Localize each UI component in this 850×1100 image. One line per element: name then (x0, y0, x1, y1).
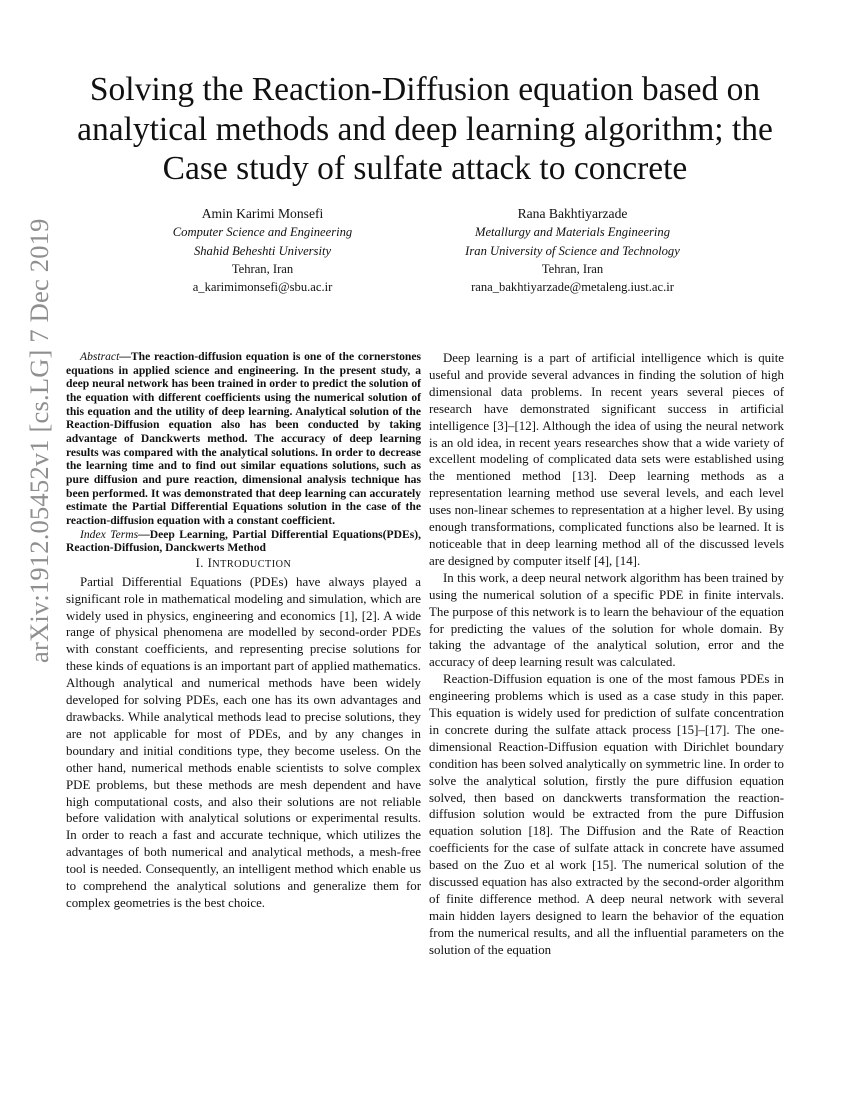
paper-title: Solving the Reaction-Diffusion equation based on analytical methods and deep learning algorithm; the Case study of sulfate attack to concrete (77, 71, 773, 187)
section-heading: I. INTRODUCTION (195, 555, 292, 570)
index-terms-text: —Deep Learning, Partial Differential Equations(PDEs), Reaction-Diffusion, Danckwerts Method (66, 527, 421, 555)
right-column (429, 350, 784, 959)
author-block-2 (440, 205, 705, 296)
author-email[interactable]: a_karimimonsefi@sbu.ac.ir (192, 280, 333, 295)
author-name: Amin Karimi Monsefi (201, 206, 324, 221)
body-paragraph: Partial Differential Equations (PDEs) have always played a significant role in mathematical modeling and simulation, which are widely used in physics, engineering and economics [1], [2]. A wide range of physical phenomena are modelled by second-order PDEs with constant coefficients, and representing precise solutions for these kinds of equations is an important part of applied mathematics. Although analytical and numerical methods have been widely developed for solving PDEs, each one has its own advantages and drawbacks. While analytical methods lead to precise solutions, they are not applicable for most of PDEs, and by any changes in boundary and initial conditions type, they become useless. On the other hand, numerical methods enable scientists to solve complex PDE problems, but these methods are mesh dependent and have high computational costs, and also their solutions are not reliable before validation with analytical solutions or experimental results. In order to reach a fast and accurate technique, which utilizes the advantages of both numerical and analytical methods, a mesh-free tool is needed. Consequently, an intelligent method which enable us to comprehend the analytical solutions and generalize them for complex geometries is the best choice. (66, 574, 421, 910)
author-block-1 (140, 205, 385, 296)
author-email[interactable]: rana_bakhtiyarzade@metaleng.iust.ac.ir (471, 280, 674, 295)
arxiv-side-stamp: arXiv:1912.05452v1 [cs.LG] 7 Dec 2019 (24, 218, 54, 663)
abstract-text: —The reaction-diffusion equation is one of the cornerstones equations in applied science and engineering. In the present study, a deep neural network has been trained in order to predict the solution of the equation with different coefficients using the numerical solution of this equation and the utility of deep learning. Analytical solution of the Reaction-Diffusion equation also has been conducted by taking advantage of Danckwerts method. The accuracy of deep learning results was compared with the analytical solutions. In order to decrease the learning time and to find out similar equations solutions, such as pure diffusion and pure reaction, dimensional analysis technique has been performed. It was demonstrated that deep learning can accurately estimate the Partial Differential Equations solution in the case of the reaction-diffusion equation with a constant coefficient. (66, 350, 421, 527)
author-department: Computer Science and Engineering (172, 225, 353, 240)
index-terms-label: Index Terms (80, 527, 139, 541)
body-paragraph: In this work, a deep neural network algorithm has been trained by using the numerical solution of a specific PDE in finite intervals. The purpose of this network is to learn the behaviour of the equation for predicting the values of the solution for whole domain. By taking the advantage of the analytical solution, error and the accuracy of deep learning result was calculated. (429, 570, 784, 670)
author-city: Tehran, Iran (541, 261, 604, 276)
index-terms (66, 528, 421, 555)
author-city: Tehran, Iran (231, 261, 294, 276)
author-university: Iran University of Science and Technology (465, 243, 680, 258)
body-paragraph: Reaction-Diffusion equation is one of the most famous PDEs in engineering problems which is used as a case study in this paper. This equation is widely used for prediction of sulfate concentration in concrete during the sulfate attack process [15]–[17]. The one-dimensional Reaction-Diffusion equation with Dirichlet boundary condition has been solved analytically on symmetric line. In order to solve the analytical solution, firstly the pure diffusion equation solved, then based on danckwerts transformation the reaction-diffusion solution would be extracted from the pure Diffusion equation solution [18]. The Diffusion and the Rate of Reaction coefficients for the case of sulfate attack in concrete have assumed based on the Zuo et al work [15]. The numerical solution of the discussed equation has also extracted by the second-order algorithm of finite difference method. A deep neural network with several main hidden layers designed to learn the behavior of the equation from the numerical results, and all the influential parameters on the solution of the equation (429, 672, 784, 957)
abstract-label: Abstract (80, 350, 120, 363)
author-university: Shahid Beheshti University (193, 243, 332, 258)
author-name: Rana Bakhtiyarzade (517, 206, 628, 221)
left-column (66, 350, 421, 912)
body-paragraph: Deep learning is a part of artificial intelligence which is quite useful and provide several advances in finding the solution of high dimensional data problems. In recent years several pieces of research have demonstrated significant success in artificial intelligence [3]–[12]. Although the idea of using the neural network is an old idea, in recent years researches show that a wide variety of excellent modeling of complicated data sets were established using the mentioned method [13]. Deep learning methods as a representation learning method use several levels, and each level uses non-linear schemes to representation at a higher level. By using enough transformations, complicated functions also be learned. It is noticeable that in deep learning method all of the discussed levels are designed by computer itself [4], [14]. (429, 351, 784, 568)
abstract-paragraph (66, 350, 421, 528)
author-department: Metallurgy and Materials Engineering (474, 225, 671, 240)
abstract (66, 350, 421, 555)
